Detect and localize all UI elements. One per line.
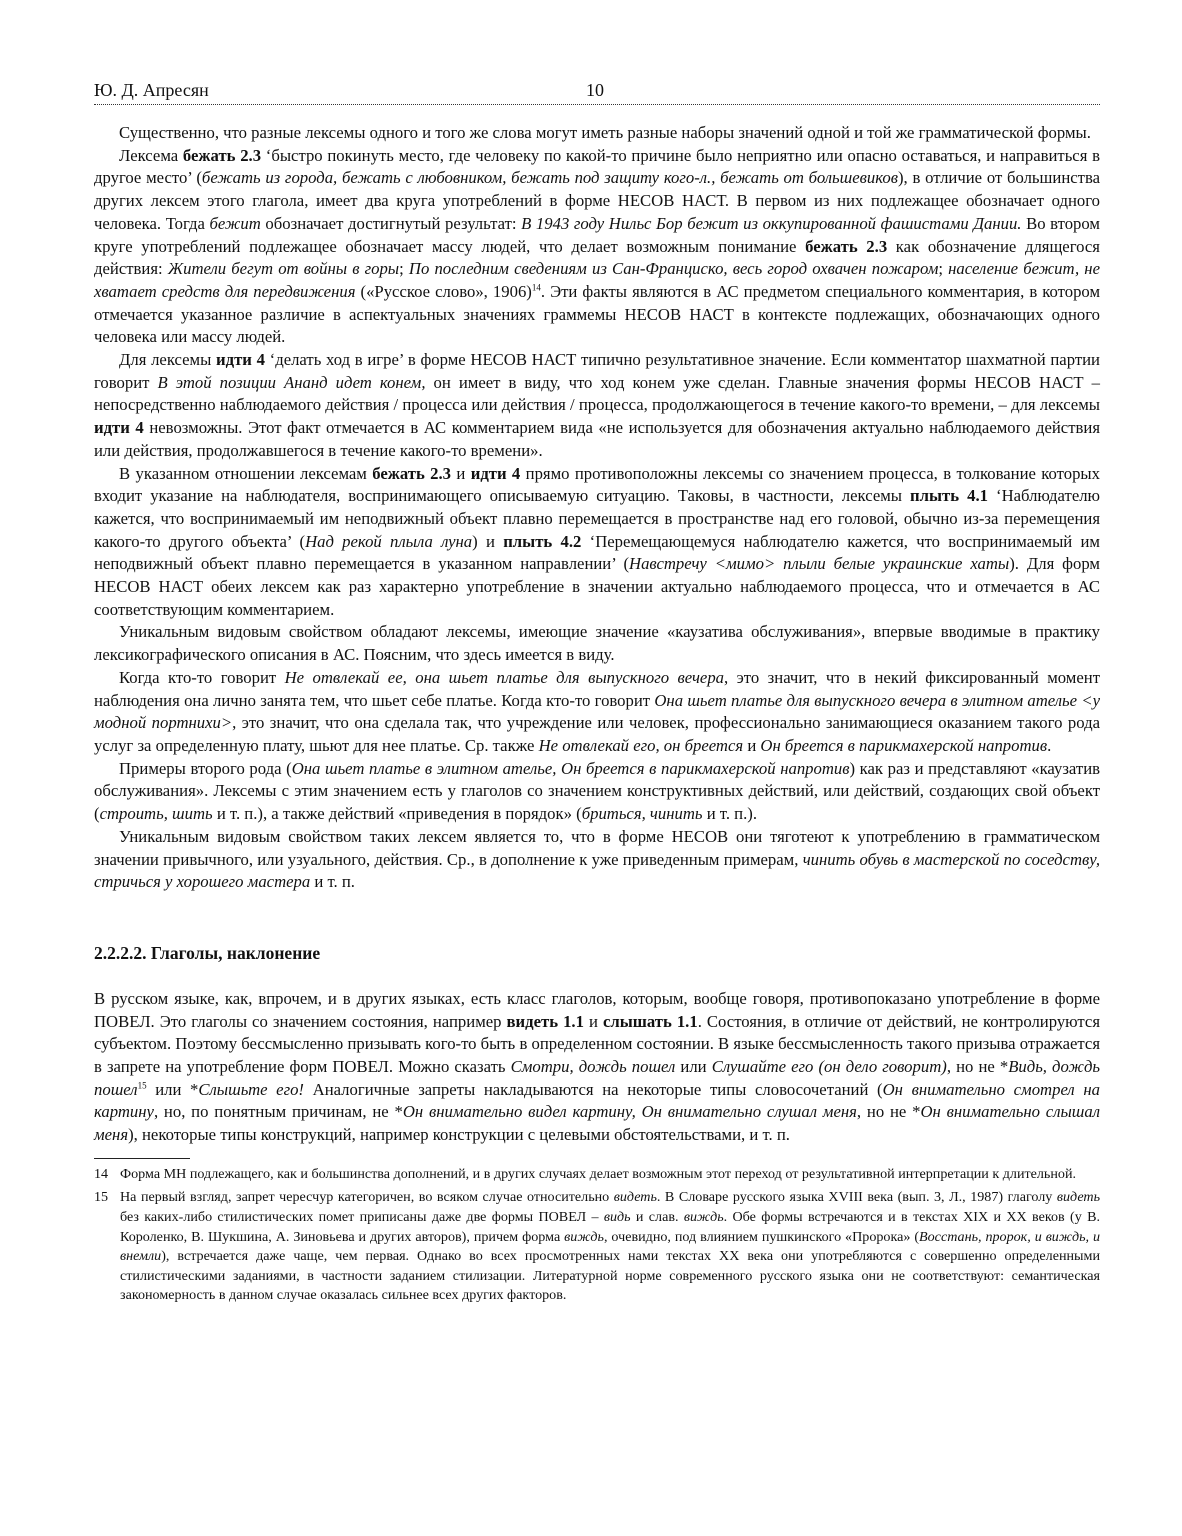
example: Смотри, дождь пошел [510, 1057, 676, 1077]
text-run: , но, по понятным причинам, не * [153, 1102, 403, 1122]
lexeme: бежать 2.3 [182, 145, 262, 165]
paragraph [94, 145, 1100, 349]
text-run: и т. п.). [702, 804, 758, 824]
text-run: В русском языке, как, впрочем, и в других языках, есть класс глаголов, которым, вообще говоря, противопоказано употребление в форме ПОВЕЛ. Это глаголы со значением состояния, например [94, 988, 1100, 1031]
lexeme: бежать 2.3 [805, 236, 888, 256]
text-run: На первый взгляд, запрет чересчур категоричен, во всяком случае относительно [120, 1189, 614, 1206]
footnote-text [120, 1189, 1100, 1303]
example: бежать из города, бежать с любовником, бежать под защиту кого-л., бежать от большевиков [201, 168, 898, 188]
lexeme: идти 4 [216, 350, 265, 370]
text-run: . Состояния, в отличие от действий, не контролируются субъектом. Поэтому бессмысленно призывать кого-то быть в определенном состоянии. В языке бессмысленность такого призыва отражается в запрете на употребление форм ПОВЕЛ. Можно сказать [94, 1011, 1101, 1077]
text-run: ‘Наблюдателю кажется, что воспринимаемый им неподвижный объект плавно перемещается в пространстве над его головой, обычно из-за перемещения какого-то другого объекта’ ( [94, 486, 1101, 551]
footnote-number: 14 [94, 1165, 109, 1182]
text-run: В указанном отношении лексемам [119, 463, 373, 483]
text-run: Существенно, что разные лексемы одного и того же слова могут иметь разные наборы значений одной и той же грамматической формы. [119, 123, 1091, 142]
text-run: ), встречается даже чаще, чем первая. Однако во всех просмотренных нами текстах XX века они употребляются с совершенно определенными стилистическими заданиями, в частности заданием стилизации. Литературной норме современного русского языка они не соответствуют: семантическая закономерность в данном случае оказалась сильнее всех других факторов. [120, 1248, 1100, 1304]
text-run: Примеры второго рода ( [119, 758, 292, 778]
example: Она шьет платье в элитном ателье, Он бреется в парикмахерской напротив [291, 758, 850, 778]
text-run: , это значит, что она сделала так, что учреждение или человек, профессионально занимающиеся оказанием такого рода услуг за определенную плату, шьют для нее платье. Ср. также [94, 713, 1100, 755]
example: бежит [209, 213, 261, 233]
text-run: . Обе формы встречаются и в текстах XIX и XX веков (у В. Короленко, В. Шукшина, А. Зиновьева и других авторов), причем форма [120, 1209, 1100, 1245]
example: Слышьте его! [198, 1079, 304, 1099]
text-run: невозможны. Этот факт отмечается в АС комментарием вида «не используется для обозначения актуально наблюдаемого действия или действия, продолжавшегося в течение какого-то времени». [94, 418, 1100, 460]
text-run: прямо противоположны лексемы со значением процесса, в толкование которых входит указание на наблюдателя, воспринимающего описываемую ситуацию. Таковы, в частности, лексемы [94, 463, 1100, 506]
paragraph [94, 667, 1100, 758]
text-run: и [583, 1011, 603, 1031]
paragraph [94, 826, 1100, 894]
text-run: Уникальным видовым свойством таких лексем является то, что в форме НЕСОВ они тяготеют к употреблению в грамматическом значении привычного, или узуального, действия. Ср., в дополнение к уже приведенным примерам, [94, 826, 1100, 869]
text-run: («Русское слово», 1906) [355, 281, 532, 301]
text-run: ) как раз и представляют «каузатив обслуживания». Лексемы с этим значением есть у глаголов со значением конструктивных действий, или действий, создающих свой объект ( [94, 758, 1100, 824]
footnote-divider [94, 1158, 190, 1159]
example: Над рекой плыла луна [305, 531, 473, 551]
example: чинить обувь в мастерской по соседству, стричься у хорошего мастера [94, 849, 1100, 892]
footnote-14 [94, 1165, 1100, 1185]
example: видеть [1056, 1189, 1100, 1206]
text-run: Аналогичные запреты накладываются на некоторые типы словосочетаний ( [304, 1079, 883, 1099]
lexeme: плыть 4.2 [503, 531, 582, 551]
text-run: обозначает достигнутый результат: [260, 213, 522, 233]
example: население бежит, не хватает средств для передвижения [94, 259, 1100, 301]
section-body [94, 988, 1100, 1147]
text-run: ), в отличие от большинства других лексем этого глагола, имеет два круга употреблений в форме НЕСОВ НАСТ. В первом из них подлежащее обозначает одного человека. Тогда [94, 168, 1101, 233]
example: бриться, чинить [581, 804, 703, 824]
lexeme: слышать 1.1 [602, 1011, 698, 1031]
footnote-text: Форма МН подлежащего, как и большинства дополнений, и в других случаях делает возможным этот переход от результативной интерпретации к длительной. [120, 1165, 1077, 1182]
text-run: ) и [472, 531, 504, 551]
text-run: Лексема [119, 145, 183, 165]
lexeme: видеть 1.1 [506, 1011, 584, 1031]
text-run: ‘делать ход в игре’ в форме НЕСОВ НАСТ типично результативное значение. Если комментатор шахматной партии говорит [94, 350, 1100, 392]
text-run: ; [938, 259, 949, 279]
text-run: , но не * [856, 1102, 921, 1122]
footnote-15 [94, 1188, 1100, 1306]
text-run: и [743, 735, 761, 755]
example: В этой позиции Ананд идет конем, [157, 372, 426, 392]
footnote-number: 15 [94, 1189, 109, 1206]
text-run: , очевидно, под влиянием пушкинского «Пророка» ( [603, 1228, 920, 1245]
paragraph [94, 349, 1100, 463]
example: Не отвлекай его, он бреется [538, 735, 744, 755]
example: Он внимательно видел картину, Он внимательно слушал меня [402, 1102, 857, 1122]
running-header [94, 76, 1100, 105]
text-run: ), некоторые типы конструкций, например конструкции с целевыми обстоятельствами, и т. п. [128, 1125, 790, 1145]
page-number: 10 [586, 80, 604, 100]
text-run: ). Для форм НЕСОВ НАСТ обеих лексем как раз характерно употребление в значении актуально наблюдаемого процесса, что и отмечается в АС соответствующим комментарием. [94, 554, 1100, 619]
text-run: без каких-либо стилистических помет приписаны даже две формы ПОВЕЛ – [120, 1209, 604, 1226]
text-run: он имеет в виду, что ход конем уже сделан. Главные значения формы НЕСОВ НАСТ – непосредственно наблюдаемого действия / процесса или действия / процесса, продолжающегося в течение какого-то времени, – для лексемы [94, 372, 1101, 415]
lexeme: плыть 4.1 [910, 486, 988, 506]
body-text [94, 122, 1100, 894]
text-run: ‘быстро покинуть место, где человеку по какой-то причине было неприятно или опасно оставаться, и направиться в другое место’ ( [94, 145, 1100, 188]
text-run: , это значит, что в некий фиксированный момент наблюдения она лично занята тем, что шьет себе платье. Когда кто-то говорит [94, 667, 1101, 710]
text-run: и слав. [630, 1209, 684, 1226]
example: Видь, дождь пошел [94, 1057, 1100, 1099]
example: Навстречу <мимо> плыли белые украинские хаты [629, 554, 1010, 574]
lexeme: идти 4 [94, 418, 144, 438]
document-page [94, 76, 1100, 1310]
text-run: Уникальным видовым свойством обладают лексемы, имеющие значение «каузатива обслуживания», впервые вводимые в практику лексикографического описания в АС. Поясним, что здесь имеется в виду. [94, 622, 1100, 665]
example: видеть [613, 1189, 657, 1206]
text-run: . [1047, 735, 1052, 755]
text-run: и [451, 463, 471, 483]
lexeme: бежать 2.3 [372, 463, 452, 483]
example: Он внимательно смотрел на картину [94, 1079, 1100, 1122]
example: Не отвлекай ее, она шьет платье для выпускного вечера [284, 667, 725, 687]
example: строить, шить [99, 804, 213, 824]
example: видь [603, 1209, 631, 1226]
example: Восстань, пророк, и виждь, и внемли [120, 1228, 1101, 1265]
footnote-ref[interactable]: 15 [137, 1080, 147, 1091]
example: Он бреется в парикмахерской напротив [760, 735, 1048, 755]
text-run: и т. п.), а также действий «приведения в порядок» ( [212, 804, 582, 824]
example: Он внимательно слышал меня [94, 1102, 1100, 1145]
example: В 1943 году Нильс Бор бежит из оккупированной фашистами Дании. [521, 213, 1022, 233]
text-run: . В Словаре русского языка XVIII века (вып. 3, Л., 1987) глаголу [656, 1189, 1057, 1206]
paragraph [94, 463, 1100, 622]
text-run: ‘Перемещающемуся наблюдателю кажется, что воспринимаемый им неподвижный объект плавно перемещается в указанном направлении’ ( [94, 531, 1100, 574]
text-run: , но не * [946, 1057, 1009, 1077]
example: виждь [564, 1228, 604, 1245]
text-run: Во втором круге употреблений подлежащее обозначает массу людей, что делает возможным понимание [94, 213, 1100, 256]
text-run: . Эти факты являются в АС предметом специального комментария, в котором отмечается указанное различие в аспектуальных значениях граммемы НЕСОВ НАСТ в контексте подлежащих, обозначающих одного человека или массу людей. [94, 281, 1101, 347]
text-run: как обозначение длящегося действия: [94, 236, 1100, 279]
text-run: и т. п. [310, 872, 355, 892]
text-run: или * [146, 1079, 199, 1099]
text-run: Для лексемы [119, 350, 217, 370]
text-run: Когда кто-то говорит [119, 667, 285, 687]
paragraph [94, 122, 1100, 145]
text-run: ; [399, 259, 409, 279]
paragraph [94, 621, 1100, 666]
paragraph [94, 758, 1100, 826]
section-heading: 2.2.2.2. Глаголы, наклонение [94, 942, 321, 963]
text-run: или [675, 1057, 712, 1077]
lexeme: идти 4 [470, 463, 521, 483]
footnote-ref[interactable]: 14 [531, 282, 541, 293]
paragraph [94, 988, 1100, 1147]
example: виждь [683, 1209, 724, 1226]
footnotes [94, 1165, 1100, 1306]
header-author: Ю. Д. Апресян [94, 80, 209, 100]
example: По последним сведениям из Сан-Франциско, весь город охвачен пожаром [408, 259, 939, 279]
example: Слушайте его (он дело говорит) [711, 1057, 947, 1077]
example: Она шьет платье для выпускного вечера в элитном ателье <у модной портнихи> [94, 690, 1100, 733]
example: Жители бегут от войны в горы [167, 259, 400, 279]
